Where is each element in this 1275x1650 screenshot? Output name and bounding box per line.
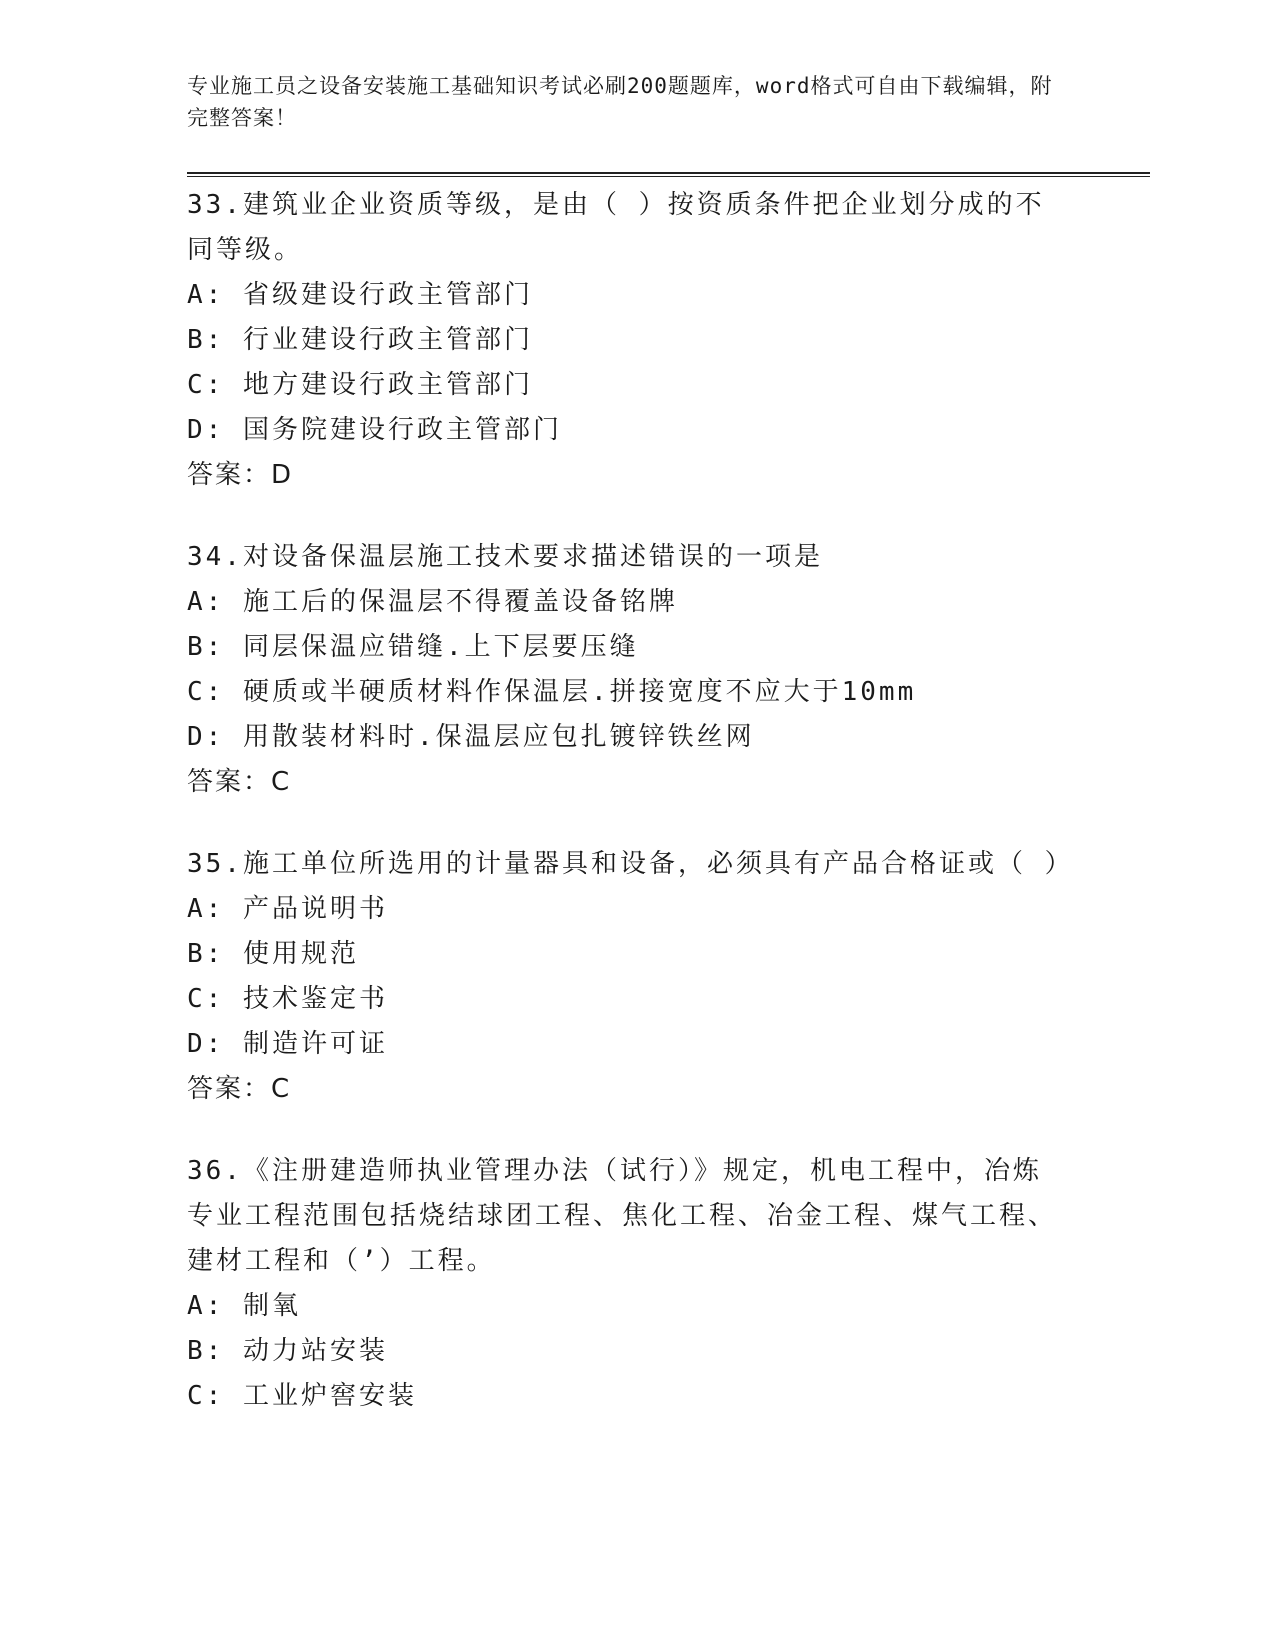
document-page bbox=[187, 70, 1147, 1456]
option-d: D: 国务院建设行政主管部门 bbox=[187, 415, 562, 445]
question-title: 34.对设备保温层施工技术要求描述错误的一项是 bbox=[187, 542, 823, 572]
option-d: D: 制造许可证 bbox=[187, 1029, 388, 1059]
option-c: C: 地方建设行政主管部门 bbox=[187, 370, 533, 400]
option-b: B: 行业建设行政主管部门 bbox=[187, 325, 533, 355]
option-a: A: 制氧 bbox=[187, 1291, 301, 1321]
option-c: C: 硬质或半硬质材料作保温层.拼接宽度不应大于10mm bbox=[187, 677, 917, 707]
question-34 bbox=[187, 535, 1147, 805]
question-title: 36.《注册建造师执业管理办法（试行）》规定，机电工程中，冶炼专业工程范围包括烧结球团工程、焦化工程、冶金工程、煤气工程、建材工程和（’）工程。 bbox=[187, 1156, 1058, 1276]
option-c: C: 技术鉴定书 bbox=[187, 984, 388, 1014]
answer: 答案：D bbox=[187, 460, 294, 490]
option-a: A: 省级建设行政主管部门 bbox=[187, 280, 533, 310]
option-c: C: 工业炉窖安装 bbox=[187, 1381, 417, 1411]
question-list bbox=[187, 183, 1147, 1419]
question-33 bbox=[187, 183, 1147, 498]
question-35 bbox=[187, 842, 1147, 1112]
option-d: D: 用散装材料时.保温层应包扎镀锌铁丝网 bbox=[187, 722, 755, 752]
question-36 bbox=[187, 1149, 1147, 1419]
option-b: B: 同层保温应错缝.上下层要压缝 bbox=[187, 632, 639, 662]
document-header: 专业施工员之设备安装施工基础知识考试必刷200题题库，word格式可自由下载编辑，附完整答案！ bbox=[187, 74, 1053, 130]
answer: 答案：C bbox=[187, 767, 292, 797]
option-a: A: 产品说明书 bbox=[187, 894, 388, 924]
question-title: 33.建筑业企业资质等级，是由（ ）按资质条件把企业划分成的不同等级。 bbox=[187, 190, 1045, 265]
option-b: B: 动力站安装 bbox=[187, 1336, 388, 1366]
option-b: B: 使用规范 bbox=[187, 939, 359, 969]
question-title: 35.施工单位所选用的计量器具和设备，必须具有产品合格证或（ ） bbox=[187, 849, 1074, 879]
option-a: A: 施工后的保温层不得覆盖设备铭牌 bbox=[187, 587, 678, 617]
answer: 答案：C bbox=[187, 1074, 292, 1104]
header-divider bbox=[187, 172, 1150, 177]
